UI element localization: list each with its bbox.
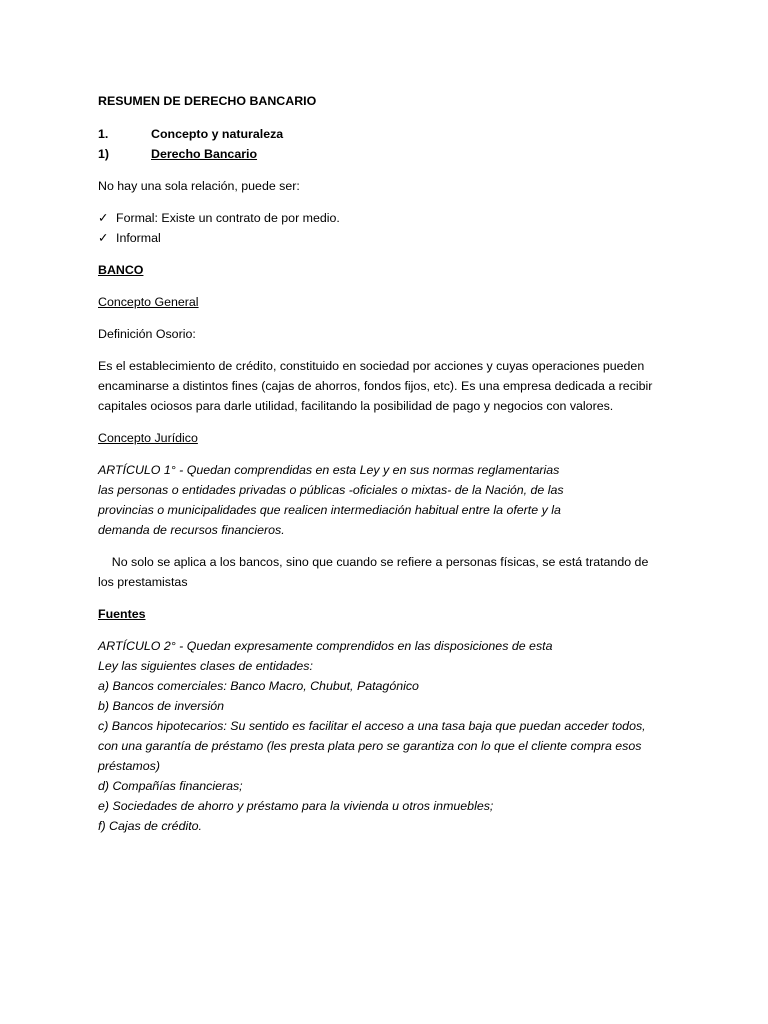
checklist-item bbox=[98, 208, 678, 228]
checklist-item-label: Informal bbox=[116, 231, 161, 245]
paragraph-line: No solo se aplica a los bancos, sino que cuando se refiere a personas físicas, se está tratando de bbox=[98, 555, 649, 569]
subheading-number: 1) bbox=[98, 147, 110, 161]
heading-text: Concepto y naturaleza bbox=[151, 127, 284, 141]
banco-heading: BANCO bbox=[98, 263, 144, 277]
paragraph-line: las personas o entidades privadas o públicas -oficiales o mixtas- de la Nación, de las bbox=[98, 483, 564, 497]
definicion-paragraph bbox=[98, 356, 678, 416]
list-item: c) Bancos hipotecarios: Su sentido es facilitar el acceso a una tasa baja que puedan acceder todos, bbox=[98, 719, 646, 733]
definicion-label: Definición Osorio: bbox=[98, 327, 196, 341]
intro-text: No hay una sola relación, puede ser: bbox=[98, 179, 300, 193]
paragraph-line: ARTÍCULO 1° - Quedan comprendidas en esta Ley y en sus normas reglamentarias bbox=[98, 463, 560, 477]
paragraph-line: provincias o municipalidades que realicen intermediación habitual entre la oferte y la bbox=[98, 503, 561, 517]
list-item: e) Sociedades de ahorro y préstamo para la vivienda u otros inmuebles; bbox=[98, 799, 494, 813]
paragraph-line: los prestamistas bbox=[98, 575, 188, 589]
checklist-item-label: Formal: Existe un contrato de por medio. bbox=[116, 211, 340, 225]
checkmark-icon: ✓ bbox=[98, 231, 109, 245]
list-item-continuation: con una garantía de préstamo (les presta plata pero se garantiza con lo que el cliente compra esos bbox=[98, 739, 642, 753]
subheading-text: Derecho Bancario bbox=[151, 147, 258, 161]
section-heading-1 bbox=[98, 124, 678, 164]
paragraph-line: Es el establecimiento de crédito, constituido en sociedad por acciones y cuyas operaciones pueden bbox=[98, 359, 645, 373]
paragraph-line: demanda de recursos financieros. bbox=[98, 523, 285, 537]
heading-number: 1. bbox=[98, 127, 109, 141]
articulo-2-paragraph bbox=[98, 636, 678, 836]
concepto-general-heading: Concepto General bbox=[98, 295, 199, 309]
paragraph-line: ARTÍCULO 2° - Quedan expresamente comprendidos en las disposiciones de esta bbox=[98, 639, 553, 653]
checkmark-icon: ✓ bbox=[98, 211, 109, 225]
list-item: d) Compañías financieras; bbox=[98, 779, 243, 793]
fuentes-heading: Fuentes bbox=[98, 607, 146, 621]
list-item-continuation: préstamos) bbox=[98, 759, 160, 773]
checklist bbox=[98, 208, 678, 248]
list-item: a) Bancos comerciales: Banco Macro, Chubut, Patagónico bbox=[98, 679, 419, 693]
paragraph-line: Ley las siguientes clases de entidades: bbox=[98, 659, 313, 673]
paragraph-line: capitales ociosos para darle utilidad, facilitando la posibilidad de pago y negocios con valores. bbox=[98, 399, 614, 413]
document-title: RESUMEN DE DERECHO BANCARIO bbox=[98, 94, 317, 108]
list-item: f) Cajas de crédito. bbox=[98, 819, 202, 833]
document-page bbox=[98, 91, 678, 836]
nota-paragraph bbox=[98, 552, 678, 592]
checklist-item bbox=[98, 228, 678, 248]
paragraph-line: encaminarse a distintos fines (cajas de ahorros, fondos fijos, etc). Es una empresa dedicada a recibir bbox=[98, 379, 653, 393]
list-item: b) Bancos de inversión bbox=[98, 699, 225, 713]
articulo-1-paragraph bbox=[98, 460, 678, 540]
concepto-juridico-heading: Concepto Jurídico bbox=[98, 431, 198, 445]
